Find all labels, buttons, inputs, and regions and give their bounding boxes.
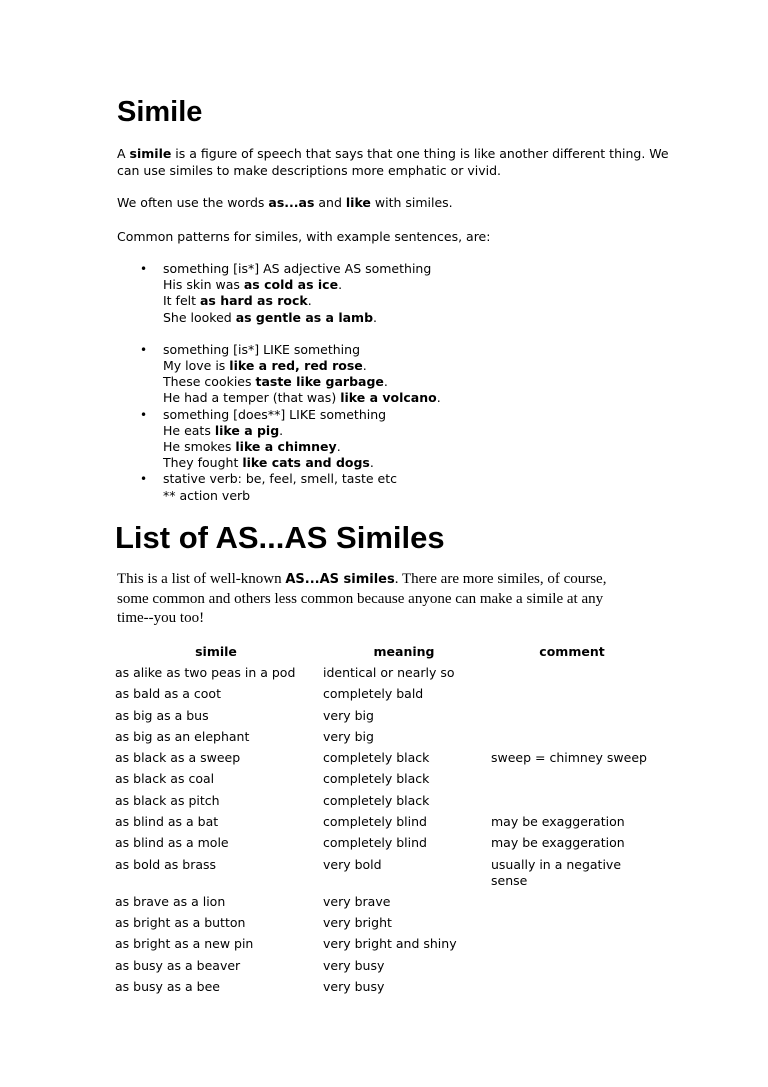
comment-cell xyxy=(488,893,656,914)
simile-cell: as brave as a lion xyxy=(115,893,226,909)
simile-cell: as bright as a new pin xyxy=(115,936,254,952)
column-header-meaning: meaning xyxy=(373,644,435,659)
table-row xyxy=(112,856,656,893)
intro-paragraph: A simile is a figure of speech that says that one thing is like another different thing. We can use similes to make descriptions more emphatic or vivid. xyxy=(117,146,669,178)
column-header-simile: simile xyxy=(195,644,237,659)
comment-cell: usually in a negative sense xyxy=(491,856,622,888)
table-row xyxy=(112,749,656,770)
table-row xyxy=(112,893,656,914)
list-item: • something [is*] LIKE something My love is like a red, red rose. These cookies taste like garbage. He had a temper (that was) like a volcano. xyxy=(140,341,441,406)
comment-cell xyxy=(488,707,656,728)
list-item: • stative verb: be, feel, smell, taste etc ** action verb xyxy=(140,471,398,503)
table-row xyxy=(112,935,656,956)
comment-cell xyxy=(488,685,656,706)
meaning-cell: completely black xyxy=(323,792,430,808)
pattern-list xyxy=(117,261,441,504)
table-row xyxy=(112,664,656,685)
meaning-cell: completely blind xyxy=(323,814,427,830)
meaning-cell: very bold xyxy=(323,856,382,872)
simile-cell: as big as a bus xyxy=(115,707,209,723)
simile-cell: as black as a sweep xyxy=(115,750,241,766)
bullet-icon: • xyxy=(140,342,148,357)
simile-cell: as blind as a mole xyxy=(115,835,229,851)
comment-cell: sweep = chimney sweep xyxy=(491,750,647,766)
heading-list-of-similes: List of AS...AS Similes xyxy=(115,520,445,555)
simile-cell: as busy as a beaver xyxy=(115,957,241,973)
meaning-cell: very big xyxy=(323,728,374,744)
meaning-cell: very bright xyxy=(323,914,392,930)
comment-cell: may be exaggeration xyxy=(491,814,625,830)
comment-cell xyxy=(488,978,656,999)
meaning-cell: very brave xyxy=(323,893,391,909)
simile-cell: as busy as a bee xyxy=(115,978,220,994)
comment-cell xyxy=(488,957,656,978)
meaning-cell: very big xyxy=(323,707,374,723)
comment-cell: may be exaggeration xyxy=(491,835,625,851)
table-row xyxy=(112,834,656,855)
simile-cell: as bright as a button xyxy=(115,914,246,930)
comment-cell xyxy=(488,914,656,935)
comment-cell xyxy=(488,792,656,813)
meaning-cell: completely black xyxy=(323,771,430,787)
table-row xyxy=(112,914,656,935)
simile-cell: as blind as a bat xyxy=(115,814,219,830)
simile-cell: as alike as two peas in a pod xyxy=(115,665,296,680)
meaning-cell: identical or nearly so xyxy=(323,665,455,680)
table-row xyxy=(112,792,656,813)
patterns-intro: Common patterns for similes, with example sentences, are: xyxy=(117,229,491,244)
list-item: • something [does**] LIKE something He eats like a pig. He smokes like a chimney. They fought like cats and dogs. xyxy=(140,406,387,471)
table-row xyxy=(112,957,656,978)
table-row xyxy=(112,770,656,791)
table-row xyxy=(112,707,656,728)
table-row xyxy=(112,685,656,706)
words-paragraph: We often use the words as...as and like with similes. xyxy=(117,195,453,210)
heading-simile: Simile xyxy=(117,96,203,128)
table-header-row xyxy=(112,644,656,664)
meaning-cell: completely bald xyxy=(323,686,424,702)
table-row xyxy=(112,728,656,749)
bullet-icon: • xyxy=(140,262,148,276)
table-row xyxy=(112,978,656,999)
meaning-cell: completely black xyxy=(323,750,430,766)
simile-cell: as bald as a coot xyxy=(115,686,221,702)
simile-cell: as bold as brass xyxy=(115,856,217,872)
column-header-comment: comment xyxy=(539,644,605,659)
simile-cell: as black as coal xyxy=(115,771,215,787)
meaning-cell: very busy xyxy=(323,978,385,994)
comment-cell xyxy=(488,728,656,749)
meaning-cell: very bright and shiny xyxy=(323,936,457,952)
bullet-icon: • xyxy=(140,407,148,422)
meaning-cell: very busy xyxy=(323,957,385,973)
comment-cell xyxy=(488,935,656,956)
similes-table xyxy=(112,644,656,999)
list-item: • something [is*] AS adjective AS something His skin was as cold as ice. It felt as hard as rock. She looked as gentle as a lamb. xyxy=(140,261,432,325)
simile-cell: as black as pitch xyxy=(115,792,220,808)
table-row xyxy=(112,813,656,834)
list-intro-paragraph: This is a list of well-known AS...AS similes. There are more similes, of course, some common and others less common because anyone can make a simile at any time--you too! xyxy=(117,571,607,626)
simile-cell: as big as an elephant xyxy=(115,728,250,744)
comment-cell xyxy=(488,664,656,685)
bullet-icon: • xyxy=(140,472,148,487)
comment-cell xyxy=(488,770,656,791)
meaning-cell: completely blind xyxy=(323,835,427,851)
